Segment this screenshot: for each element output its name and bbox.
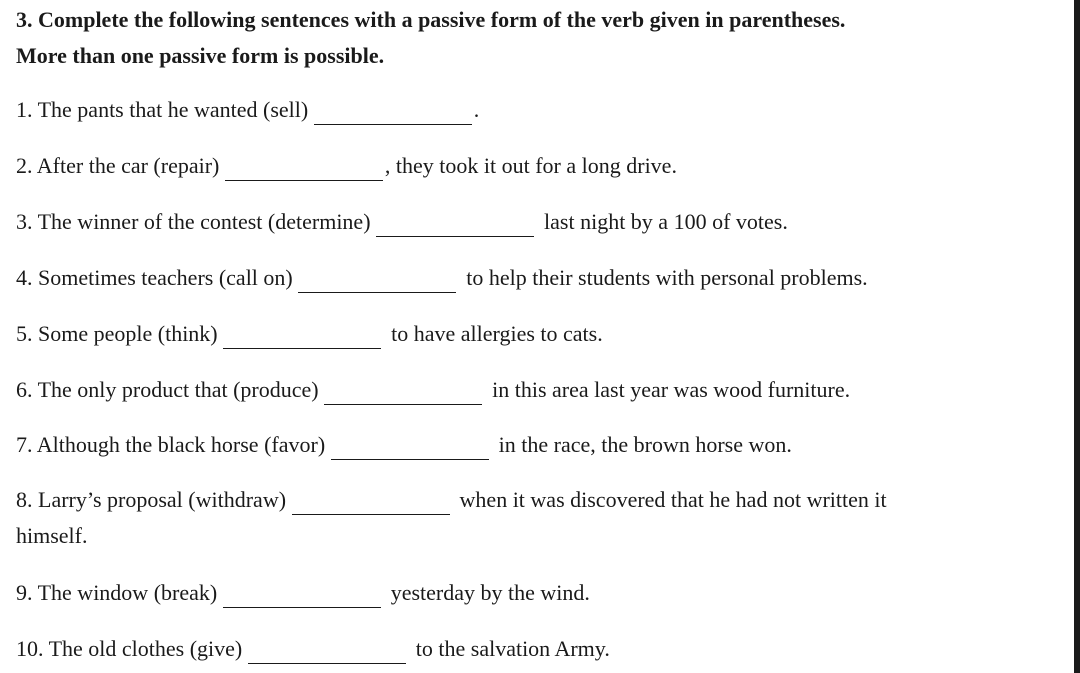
answer-blank-3[interactable] [376,207,534,237]
sentence-8 [16,485,887,515]
sentence-5 [16,319,603,349]
answer-blank-1[interactable] [314,95,472,125]
sentence-3-ending: last night by a 100 of votes. [544,209,788,234]
sentence-7 [16,430,792,460]
sentence-8-ending: when it was discovered that he had not written it [459,487,887,512]
answer-blank-7[interactable] [331,430,489,460]
sentence-2 [16,151,677,181]
answer-blank-2[interactable] [225,151,383,181]
sentence-7-ending: in the race, the brown horse won. [498,432,792,457]
answer-blank-10[interactable] [248,634,406,664]
sentence-2-ending: , they took it out for a long drive. [384,153,677,178]
sentence-9-ending: yesterday by the wind. [390,580,590,605]
sentence-1-text: 1. The pants that he wanted (sell) [16,97,309,122]
sentence-7-text: 7. Although the black horse (favor) [16,432,326,457]
sentence-10 [16,634,610,664]
sentence-5-text: 5. Some people (think) [16,321,218,346]
exercise-instructions [16,2,1066,74]
sentence-8-text: 8. Larry’s proposal (withdraw) [16,487,287,512]
sentence-1 [16,95,479,125]
answer-blank-4[interactable] [298,263,456,293]
sentence-5-ending: to have allergies to cats. [391,321,603,346]
sentence-8-continuation: himself. [16,523,88,548]
instruction-line-1: 3. Complete the following sentences with a passive form of the verb given in parentheses. [16,7,846,32]
answer-blank-9[interactable] [223,578,381,608]
sentence-3 [16,207,788,237]
sentence-9 [16,578,590,608]
sentence-4-ending: to help their students with personal problems. [466,265,868,290]
answer-blank-8[interactable] [292,485,450,515]
sentence-6 [16,375,850,405]
answer-blank-5[interactable] [223,319,381,349]
page-edge-border [1074,0,1080,673]
sentence-1-ending: . [473,97,480,122]
sentence-9-text: 9. The window (break) [16,580,218,605]
sentence-6-ending: in this area last year was wood furniture. [492,377,851,402]
sentence-4 [16,263,868,293]
sentence-10-text: 10. The old clothes (give) [16,636,243,661]
instruction-line-2: More than one passive form is possible. [16,43,385,68]
answer-blank-6[interactable] [324,375,482,405]
sentence-3-text: 3. The winner of the contest (determine) [16,209,371,234]
sentence-4-text: 4. Sometimes teachers (call on) [16,265,293,290]
sentence-10-ending: to the salvation Army. [415,636,610,661]
sentence-2-text: 2. After the car (repair) [16,153,220,178]
sentence-6-text: 6. The only product that (produce) [16,377,319,402]
